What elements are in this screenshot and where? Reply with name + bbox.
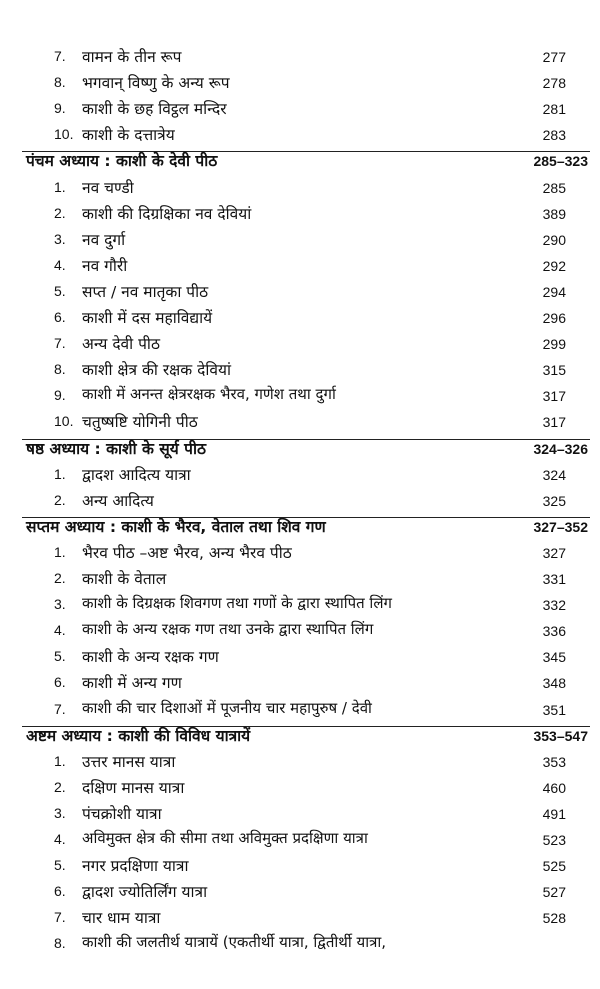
entry-title: काशी के छह विट्ठल मन्दिर <box>82 100 227 119</box>
entry-page-number: 285 <box>542 179 566 196</box>
entry-title: नव चण्डी <box>82 178 134 197</box>
entry-page-number: 296 <box>542 310 566 326</box>
entry-number: 5. <box>54 857 66 874</box>
entry-page-number: 299 <box>542 336 566 353</box>
toc-entry <box>0 853 600 879</box>
toc-entry <box>0 331 600 357</box>
entry-page-number: 332 <box>542 597 566 614</box>
entry-page-number: 315 <box>542 362 566 379</box>
entry-title: चार धाम यात्रा <box>82 909 161 928</box>
toc-chapter-heading <box>0 436 600 462</box>
entry-page-number: 528 <box>542 910 566 927</box>
toc-entry <box>0 122 600 148</box>
entry-title: चतुष्षष्टि योगिनी पीठ <box>82 413 198 432</box>
entry-page-number: 283 <box>542 127 566 144</box>
chapter-title: अष्टम अध्याय : काशी की विविध यात्रायें <box>26 726 251 745</box>
toc-entry <box>0 488 600 514</box>
entry-number: 2. <box>54 491 66 508</box>
entry-number: 9. <box>54 100 66 117</box>
entry-number: 6. <box>54 309 66 325</box>
entry-page-number: 317 <box>542 414 566 431</box>
entry-number: 2. <box>54 778 66 795</box>
entry-page-number: 389 <box>542 205 566 222</box>
entry-number: 7. <box>54 700 66 717</box>
entry-number: 1. <box>54 178 66 195</box>
entry-number: 7. <box>54 335 66 352</box>
toc-entry <box>0 801 600 827</box>
entry-page-number: 351 <box>542 701 566 718</box>
entry-title: अन्य आदित्य <box>82 491 154 510</box>
entry-title: काशी के वेताल <box>82 570 167 588</box>
entry-number: 8. <box>54 935 66 952</box>
entry-page-number: 277 <box>542 49 566 65</box>
entry-number: 2. <box>54 204 66 221</box>
entry-title: सप्त / नव मातृका पीठ <box>82 282 209 301</box>
entry-title: काशी में दस महाविद्यायें <box>82 309 213 327</box>
entry-number: 8. <box>54 74 66 91</box>
toc-entry <box>0 670 600 696</box>
entry-title: अन्य देवी पीठ <box>82 335 160 354</box>
toc-entry <box>0 931 600 957</box>
chapter-page-range: 353–547 <box>533 727 588 744</box>
entry-page-number: 324 <box>542 466 566 483</box>
entry-number: 4. <box>54 831 66 847</box>
entry-title: अविमुक्त क्षेत्र की सीमा तथा अविमुक्त प्रदक्षिणा यात्रा <box>82 829 368 847</box>
entry-page-number: 281 <box>542 101 566 118</box>
entry-number: 5. <box>54 648 66 665</box>
toc-entry <box>0 644 600 670</box>
toc-entry <box>0 96 600 122</box>
entry-page-number: 331 <box>542 571 566 587</box>
entry-page-number: 294 <box>542 283 566 300</box>
entry-number: 4. <box>54 622 66 639</box>
toc-entry <box>0 749 600 775</box>
entry-page-number: 278 <box>542 75 566 92</box>
entry-title: वामन के तीन रूप <box>82 48 182 66</box>
toc-entry <box>0 227 600 253</box>
toc-entry <box>0 201 600 227</box>
entry-title: काशी क्षेत्र की रक्षक देवियां <box>82 361 231 380</box>
entry-title: काशी के दिग्रक्षक शिवगण तथा गणों के द्वारा स्थापित लिंग <box>82 594 392 613</box>
entry-title: काशी की जलतीर्थ यात्रायें (एकतीर्थी यात्रा, द्वितीर्थी यात्रा, <box>82 933 387 952</box>
toc-entry <box>0 253 600 279</box>
entry-title: दक्षिण मानस यात्रा <box>82 778 185 797</box>
entry-number: 2. <box>54 570 66 586</box>
entry-page-number: 345 <box>542 649 566 666</box>
toc-entry <box>0 305 600 331</box>
entry-number: 1. <box>54 543 66 560</box>
entry-page-number: 525 <box>542 858 566 875</box>
entry-number: 3. <box>54 596 66 613</box>
entry-title: भैरव पीठ –अष्ट भैरव, अन्य भैरव पीठ <box>82 543 292 562</box>
toc-entry <box>0 905 600 931</box>
entry-title: नव गौरी <box>82 256 128 275</box>
entry-number: 9. <box>54 387 66 404</box>
entry-title: काशी के अन्य रक्षक गण तथा उनके द्वारा स्थापित लिंग <box>82 620 374 639</box>
entry-title: काशी के अन्य रक्षक गण <box>82 648 219 667</box>
entry-number: 10. <box>54 413 74 430</box>
toc-entry <box>0 462 600 488</box>
entry-page-number: 353 <box>542 753 566 770</box>
toc-entry <box>0 70 600 96</box>
chapter-page-range: 327–352 <box>533 518 588 535</box>
entry-page-number: 327 <box>542 544 566 561</box>
entry-title: काशी में अनन्त क्षेत्ररक्षक भैरव, गणेश तथा दुर्गा <box>82 385 336 404</box>
toc-chapter-heading <box>0 148 600 174</box>
entry-title: पंचक्रोशी यात्रा <box>82 804 162 823</box>
entry-page-number: 290 <box>542 231 566 248</box>
entry-number: 3. <box>54 230 66 247</box>
chapter-title: सप्तम अध्याय : काशी के भैरव, वेताल तथा शिव गण <box>26 517 326 536</box>
entry-title: नव दुर्गा <box>82 230 126 249</box>
toc-entry <box>0 592 600 618</box>
toc-entry <box>0 618 600 644</box>
entry-number: 6. <box>54 883 66 900</box>
entry-number: 5. <box>54 282 66 299</box>
entry-title: द्वादश आदित्य यात्रा <box>82 465 191 484</box>
entry-page-number: 460 <box>542 779 566 796</box>
entry-page-number: 491 <box>542 805 566 822</box>
toc-entry <box>0 175 600 201</box>
entry-title: नगर प्रदक्षिणा यात्रा <box>82 857 189 876</box>
entry-page-number: 336 <box>542 623 566 640</box>
toc-entry <box>0 383 600 409</box>
entry-page-number: 348 <box>542 675 566 692</box>
entry-title: भगवान् विष्णु के अन्य रूप <box>82 74 230 93</box>
toc-entry <box>0 540 600 566</box>
toc-entry <box>0 279 600 305</box>
chapter-title: षष्ठ अध्याय : काशी के सूर्य पीठ <box>26 439 206 458</box>
entry-number: 1. <box>54 752 66 769</box>
toc-entry <box>0 827 600 853</box>
entry-number: 6. <box>54 674 66 691</box>
entry-number: 7. <box>54 48 66 64</box>
toc-entry <box>0 409 600 435</box>
entry-number: 1. <box>54 465 66 482</box>
toc-entry <box>0 697 600 723</box>
toc-chapter-heading <box>0 723 600 749</box>
entry-title: काशी की दिग्रक्षिका नव देवियां <box>82 204 252 223</box>
entry-page-number: 292 <box>542 257 566 274</box>
entry-title: काशी की चार दिशाओं में पूजनीय चार महापुरुष / देवी <box>82 698 372 717</box>
entry-number: 8. <box>54 361 66 378</box>
toc-entry <box>0 775 600 801</box>
chapter-title: पंचम अध्याय : काशी के देवी पीठ <box>26 152 218 171</box>
entry-page-number: 325 <box>542 492 566 509</box>
entry-page-number: 523 <box>542 832 566 848</box>
entry-number: 3. <box>54 804 66 821</box>
toc-entry <box>0 879 600 905</box>
chapter-page-range: 285–323 <box>533 153 588 170</box>
entry-page-number: 317 <box>542 388 566 405</box>
entry-title: द्वादश ज्योतिर्लिंग यात्रा <box>82 883 208 902</box>
entry-title: काशी के दत्तात्रेय <box>82 126 175 145</box>
entry-title: उत्तर मानस यात्रा <box>82 752 176 771</box>
entry-page-number: 527 <box>542 884 566 901</box>
entry-title: काशी में अन्य गण <box>82 674 182 693</box>
toc-chapter-heading <box>0 514 600 540</box>
entry-number: 10. <box>54 126 74 143</box>
entry-number: 7. <box>54 909 66 926</box>
toc-entry <box>0 357 600 383</box>
entry-number: 4. <box>54 256 66 273</box>
toc-entry <box>0 566 600 592</box>
toc-entry <box>0 44 600 70</box>
chapter-page-range: 324–326 <box>533 440 588 457</box>
